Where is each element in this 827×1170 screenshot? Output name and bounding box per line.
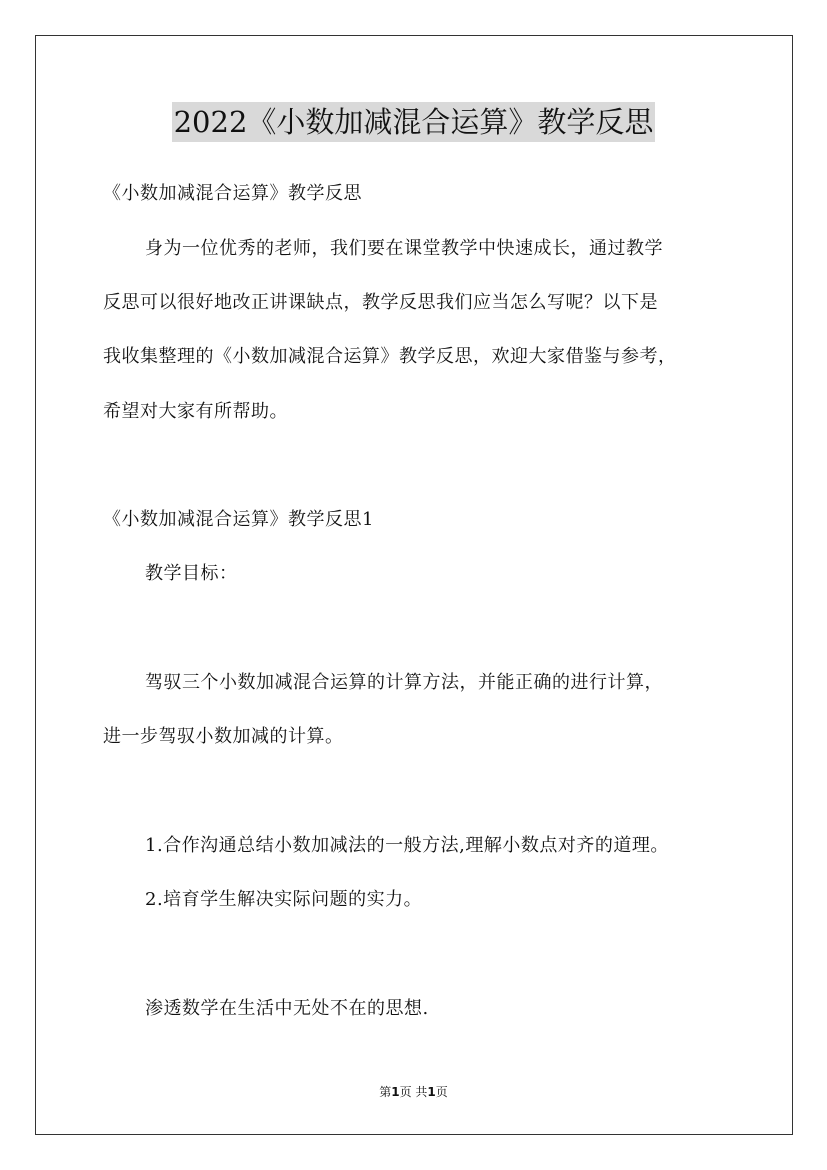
footer-total-pages: 1: [427, 1085, 436, 1099]
footer-mid: 页 共: [399, 1085, 428, 1099]
section-heading: 《小数加减混合运算》教学反思1: [103, 509, 374, 530]
paragraph-line: 渗透数学在生活中无处不在的思想.: [145, 998, 429, 1019]
intro-heading: 《小数加减混合运算》教学反思: [103, 183, 362, 204]
title-container: [0, 102, 827, 142]
footer-suffix: 页: [435, 1085, 448, 1099]
paragraph-line: 身为一位优秀的老师，我们要在课堂教学中快速成长，通过教学: [145, 238, 663, 259]
paragraph-line: 进一步驾驭小数加减的计算。: [103, 726, 344, 747]
paragraph-line: 希望对大家有所帮助。: [103, 401, 288, 422]
paragraph-line: 我收集整理的《小数加减混合运算》教学反思，欢迎大家借鉴与参考，: [103, 346, 677, 367]
footer-prefix: 第: [379, 1085, 392, 1099]
paragraph-line: 1.合作沟通总结小数加减法的一般方法,理解小数点对齐的道理。: [145, 835, 669, 856]
paragraph-line: 驾驭三个小数加减混合运算的计算方法，并能正确的进行计算，: [145, 672, 663, 693]
document-title: 2022《小数加减混合运算》教学反思: [172, 102, 656, 142]
paragraph-line: 反思可以很好地改正讲课缺点，教学反思我们应当怎么写呢？以下是: [103, 292, 658, 313]
paragraph-line: 2.培育学生解决实际问题的实力。: [145, 889, 423, 910]
page-footer: [0, 1083, 827, 1100]
paragraph-line: 教学目标：: [145, 563, 238, 584]
footer-current-page: 1: [391, 1085, 400, 1099]
